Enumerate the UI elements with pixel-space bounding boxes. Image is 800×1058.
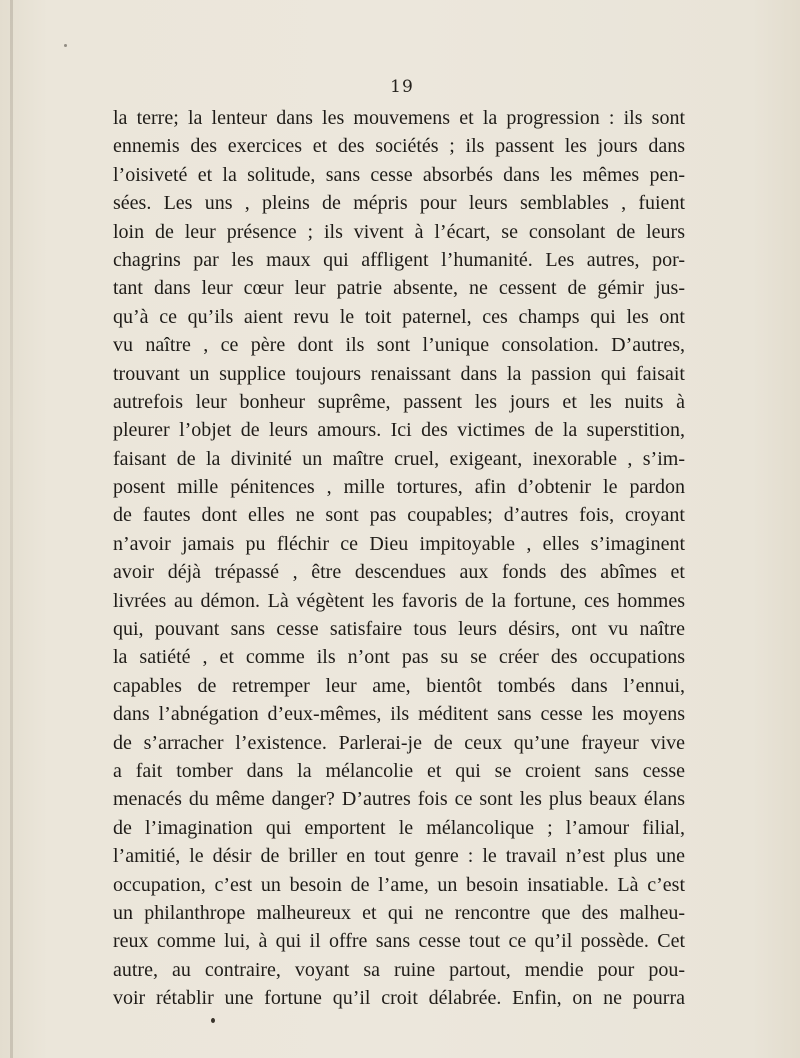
text-line: reux comme lui, à qui il offre sans cesse tout ce qu’il possède. Cet (113, 930, 685, 953)
text-line: la satiété , et comme ils n’ont pas su se créer des occupations (113, 646, 685, 669)
text-line: dans l’abnégation d’eux-mêmes, ils méditent sans cesse les moyens (113, 703, 685, 726)
body-text (113, 104, 685, 1013)
text-line: occupation, c’est un besoin de l’ame, un besoin insatiable. Là c’est (113, 873, 685, 896)
text-line: loin de leur présence ; ils vivent à l’écart, se consolant de leurs (113, 220, 685, 243)
text-line: l’oisiveté et la solitude, sans cesse absorbés dans les mêmes pen- (113, 163, 685, 186)
text-line: posent mille pénitences , mille tortures, afin d’obtenir le pardon (113, 476, 685, 499)
text-line: vu naître , ce père dont ils sont l’unique consolation. D’autres, (113, 334, 685, 357)
text-line: ennemis des exercices et des sociétés ; ils passent les jours dans (113, 135, 685, 158)
page-number: 19 (390, 77, 414, 97)
text-line: l’amitié, le désir de briller en tout genre : le travail n’est plus une (113, 845, 685, 868)
text-line: la terre; la lenteur dans les mouvemens et la progression : ils sont (113, 107, 685, 129)
text-line: un philanthrope malheureux et qui ne rencontre que des malheu- (113, 901, 685, 924)
page-binding-edge (10, 0, 13, 1058)
text-line: de s’arracher l’existence. Parlerai-je de ceux qu’une frayeur vive (113, 731, 685, 754)
text-line: a fait tomber dans la mélancolie et qui se croient sans cesse (113, 759, 685, 782)
text-line: pleurer l’objet de leurs amours. Ici des victimes de la superstition, (113, 419, 685, 442)
text-line: qu’à ce qu’ils aient revu le toit paternel, ces champs qui les ont (113, 305, 685, 328)
ink-speck (64, 44, 67, 47)
ink-speck (211, 1018, 215, 1023)
text-line: autrefois leur bonheur suprême, passent les jours et les nuits à (113, 390, 685, 413)
text-line: de fautes dont elles ne sont pas coupables; d’autres fois, croyant (113, 504, 685, 527)
text-line: voir rétablir une fortune qu’il croit délabrée. Enfin, on ne pourra (113, 987, 685, 1010)
text-line: livrées au démon. Là végètent les favoris de la fortune, ces hommes (113, 589, 685, 612)
text-line: capables de retremper leur ame, bientôt tombés dans l’ennui, (113, 674, 685, 697)
text-line: autre, au contraire, voyant sa ruine partout, mendie pour pou- (113, 958, 685, 981)
text-line: qui, pouvant sans cesse satisfaire tous leurs désirs, ont vu naître (113, 618, 685, 641)
text-line: menacés du même danger? D’autres fois ce sont les plus beaux élans (113, 788, 685, 811)
text-line: de l’imagination qui emportent le mélancolique ; l’amour filial, (113, 816, 685, 839)
text-line: trouvant un supplice toujours renaissant dans la passion qui faisait (113, 362, 685, 385)
text-line: tant dans leur cœur leur patrie absente, ne cessent de gémir jus- (113, 277, 685, 300)
text-line: n’avoir jamais pu fléchir ce Dieu impitoyable , elles s’imaginent (113, 532, 685, 555)
text-line: sées. Les uns , pleins de mépris pour leurs semblables , fuient (113, 192, 685, 215)
text-line: avoir déjà trépassé , être descendues aux fonds des abîmes et (113, 561, 685, 584)
text-line: faisant de la divinité un maître cruel, exigeant, inexorable , s’im- (113, 447, 685, 470)
text-line: chagrins par les maux qui affligent l’humanité. Les autres, por- (113, 248, 685, 271)
